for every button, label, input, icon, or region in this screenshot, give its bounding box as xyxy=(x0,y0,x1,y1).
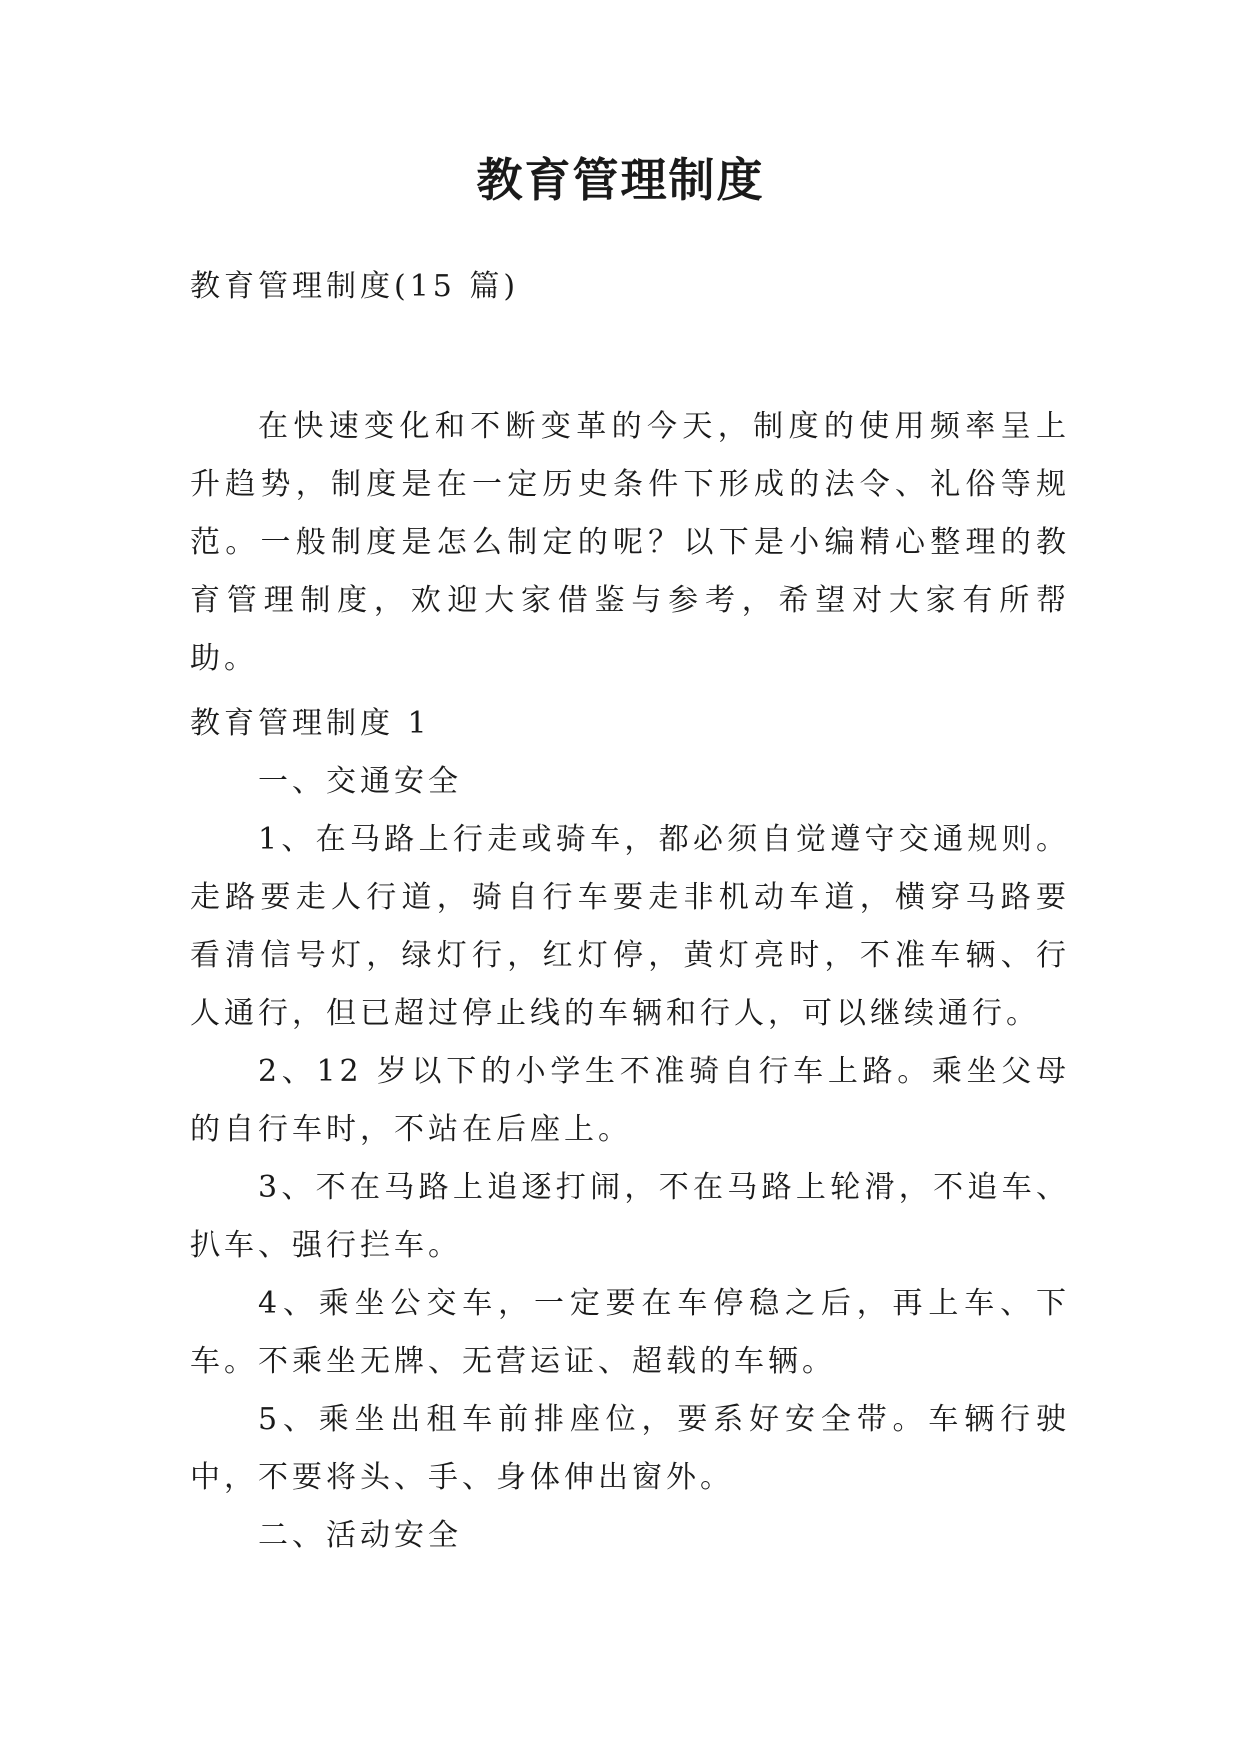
intro-paragraph: 在快速变化和不断变革的今天，制度的使用频率呈上升趋势，制度是在一定历史条件下形成的法令、礼俗等规范。一般制度是怎么制定的呢？以下是小编精心整理的教育管理制度，欢迎大家借鉴与参考，希望对大家有所帮助。 xyxy=(190,409,1070,676)
rule-item-4: 4、乘坐公交车，一定要在车停稳之后，再上车、下车。不乘坐无牌、无营运证、超载的车辆。 xyxy=(190,1286,1070,1379)
part-heading-activity: 二、活动安全 xyxy=(258,1518,462,1553)
rule-item-2: 2、12 岁以下的小学生不准骑自行车上路。乘坐父母的自行车时，不站在后座上。 xyxy=(190,1054,1070,1147)
rule-item-3: 3、不在马路上追逐打闹，不在马路上轮滑，不追车、扒车、强行拦车。 xyxy=(190,1170,1070,1263)
document-title: 教育管理制度 xyxy=(476,153,765,207)
document-subtitle: 教育管理制度(15 篇) xyxy=(190,269,520,304)
part-heading-traffic: 一、交通安全 xyxy=(258,764,462,799)
section-heading: 教育管理制度 1 xyxy=(190,706,431,741)
rule-item-5: 5、乘坐出租车前排座位，要系好安全带。车辆行驶中，不要将头、手、身体伸出窗外。 xyxy=(190,1402,1070,1495)
rule-item-1: 1、在马路上行走或骑车，都必须自觉遵守交通规则。走路要走人行道，骑自行车要走非机动车道，横穿马路要看清信号灯，绿灯行，红灯停，黄灯亮时，不准车辆、行人通行，但已超过停止线的车辆和行人，可以继续通行。 xyxy=(190,822,1070,1031)
section-1 xyxy=(190,695,1070,1565)
